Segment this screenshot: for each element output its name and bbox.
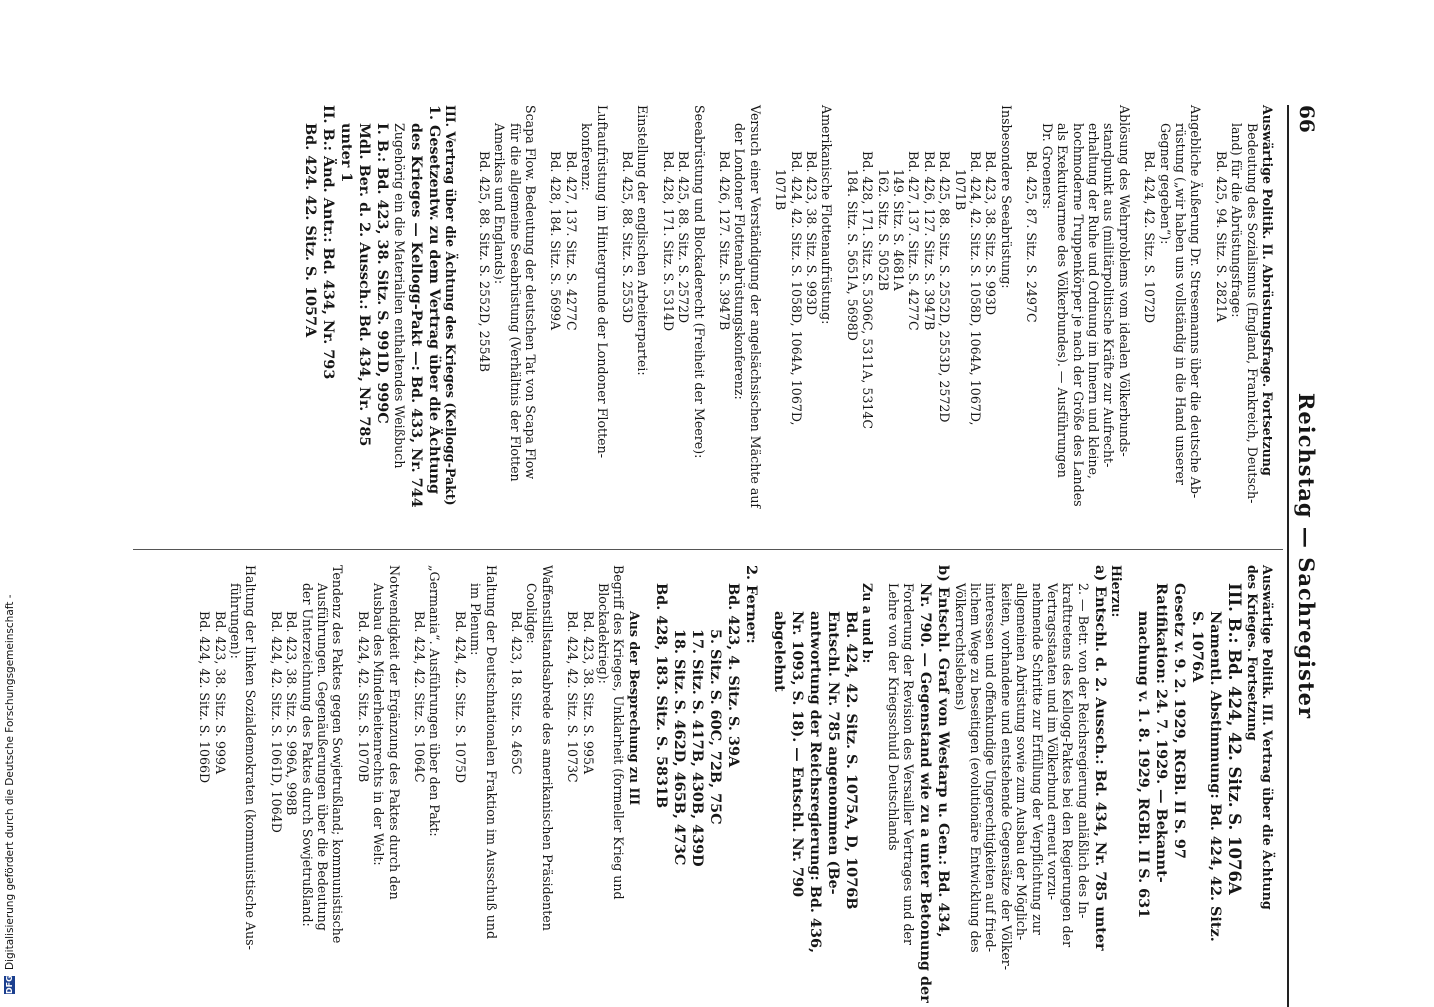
index-line: 184. Sitz. S. 5651A, 5698D (844, 169, 860, 341)
index-line: Bd. 424, 42. Sitz. S. 1066D (197, 611, 213, 784)
index-line: I. B.: Bd. 423, 38. Sitz. S. 991D, 999C (374, 123, 392, 424)
index-line: 5. Sitz. S. 60C, 72B, 75C (706, 629, 724, 825)
page-header (1287, 105, 1323, 1007)
page-number: 66 (1295, 105, 1319, 133)
index-line: im Plenum: (468, 583, 484, 656)
index-line: 2. Ferner: (742, 565, 760, 644)
index-line: für die allgemeine Seeabrüstung (Verhältnis der Flotten (507, 123, 523, 482)
index-line: Gegner gegeben“): (1157, 123, 1173, 245)
index-line: als Exekutivarmee des Völkerbundes). — Ausführungen (1055, 123, 1071, 478)
index-line: Bd. 424, 42. Sitz. S. 1075D (452, 611, 468, 784)
footer-credit: Digitalisierung gefördert durch die Deutsche Forschungsgemeinschaft - (4, 594, 16, 970)
index-line: Bd. 423, 38. Sitz. S. 996A, 998B (284, 611, 300, 816)
index-line: Bd. 424, 42. Sitz. S. 1058D, 1064A, 1067D, (968, 151, 984, 426)
index-line: Ablösung des Wehrproblems vom idealen Völkerbunds- (1116, 105, 1132, 457)
index-line: Zugehörig ein die Materialien enthaltendes Weißbuch (391, 123, 407, 469)
index-line: Amerikanische Flottenaufrüstung: (819, 105, 835, 325)
index-line: Bd. 425, 88. Sitz. S. 2572D (676, 151, 692, 324)
index-line: Angebliche Äußerung Dr. Stresemanns über die deutsche Ab- (1188, 105, 1204, 499)
index-line: Notwendigkeit der Ergänzung des Paktes durch den (386, 565, 402, 900)
index-line: standpunkt aus (militärpolitische Kräfte zur Aufrecht- (1101, 123, 1117, 468)
index-line: Insbesondere Seeabrüstung: (998, 105, 1014, 289)
index-line: S. 1076A (1189, 611, 1207, 683)
index-line: „Germania“. Ausführungen über den Pakt: (427, 565, 443, 837)
index-line: Blockadekrieg): (596, 583, 612, 684)
index-line: Bd. 425, 88. Sitz. S. 2552D, 2554B (476, 151, 492, 372)
index-line: unter 1 (338, 123, 356, 183)
index-line: Ausbau des Minderheitenrechts in der Welt: (371, 583, 387, 866)
index-line: lichem Wege zu beseitigen (evolutionäre Entwicklung des (967, 583, 983, 953)
index-line: Seeabrüstung und Blockaderecht (Freiheit der Meere): (691, 105, 707, 459)
index-line: des Krieges. Fortsetzung (1244, 565, 1260, 741)
column-divider (133, 549, 1283, 550)
index-line: konferenz: (579, 123, 595, 191)
index-line: des Krieges — Kellogg-Pakt —: Bd. 433, Nr. 744 (407, 123, 425, 508)
index-line: Bd. 424, 42. Sitz. S. 1061D, 1064D (268, 611, 284, 833)
index-line: Bd. 427, 137. Sitz. S. 4277C (906, 151, 922, 331)
index-line: Bd. 423, 38. Sitz. S. 995A (580, 611, 596, 775)
index-line: 2. — Betr. von der Reichsregierung anläßlich des In- (1075, 583, 1091, 919)
index-line: land) für die Abrüstungsfrage: (1229, 123, 1245, 318)
index-line: Amerikas und Englands): (492, 123, 508, 285)
index-line: Bd. 425, 87. Sitz. S. 2497C (1024, 151, 1040, 323)
index-line: Lehre von der Kriegsschuld Deutschlands (885, 583, 901, 851)
index-line: Bd. 424, 42. Sitz. S. 1072D (1142, 151, 1158, 324)
index-line: Bd. 426, 127. Sitz. S. 3947B (921, 151, 937, 331)
index-line: Bd. 423, 38. Sitz. S. 993D (804, 151, 820, 316)
index-line: Haltung der linken Sozialdemokraten (kommunistische Aus- (243, 565, 259, 950)
right-column (197, 565, 1275, 1007)
index-line: Bd. 428, 171. Sitz. S. 5306C, 5311A, 5314C (860, 151, 876, 430)
index-line: der Unterzeichnung des Paktes durch Sowjetrußland: (299, 583, 315, 927)
index-line: Zu a und b: (860, 583, 876, 664)
index-line: 1071B (773, 169, 789, 211)
left-column (302, 105, 1276, 535)
index-line: führungen): (227, 583, 243, 659)
index-line: Bd. 423, 18. Sitz. S. 465C (509, 611, 525, 775)
index-line: Bd. 426, 127. Sitz. S. 3947B (717, 151, 732, 331)
index-line: Auswärtige Politik. III. Vertrag über die Ächtung (1260, 565, 1275, 910)
index-line: antwortung der Reichsregierung: Bd. 436, (806, 611, 824, 953)
index-line: Hierzu: (1109, 565, 1125, 618)
index-line: Völkerrechtslebens) (952, 583, 968, 711)
index-line: machung v. 1. 8. 1929, RGBl. II S. 631 (1135, 611, 1153, 919)
index-line: Bedeutung des Sozialismus (England, Frankreich, Deutsch- (1244, 123, 1260, 504)
index-line: Einstellung der englischen Arbeiterpartei: (635, 105, 651, 376)
index-line: Bd. 427, 137. Sitz. S. 4277C (563, 151, 579, 331)
index-line: III. Vertrag über die Ächtung des Krieges (Kellogg-Pakt) (443, 105, 459, 506)
index-line: 1. Gesetzentw. zu dem Vertrag über die Ächtung (425, 105, 443, 495)
index-line: Bd. 424, 42. Sitz. S. 1075A, D, 1076B (842, 611, 860, 910)
index-line: Mdl. Ber. d. 2. Aussch.: Bd. 434, Nr. 785 (356, 123, 374, 447)
index-line: 17. Sitz. S. 417B, 430B, 439D (688, 629, 706, 867)
index-line: Ausführungen. Gegenäußerungen über die Bedeutung (315, 583, 330, 931)
index-line: Dr. Groeners: (1039, 123, 1055, 210)
index-line: Haltung der Deutschnationalen Fraktion im Ausschuß und (483, 565, 499, 940)
index-line: erhaltung der Ruhe und Ordnung im Innern und kleine, (1085, 123, 1101, 480)
index-line: 162. Sitz. S. 5052B (875, 169, 891, 291)
index-line: Bd. 424. 42. Sitz. S. 1057A (302, 123, 320, 338)
scanned-page (128, 105, 1323, 1007)
index-line: Begriff des Krieges, Unklarheit (formeller Krieg und (611, 565, 627, 900)
index-line: Versuch einer Verständigung der angelsächsischen Mächte auf (747, 105, 763, 509)
index-line: Bd. 424, 42. Sitz. S. 1070B (355, 611, 371, 783)
index-line: II. B.: Änd. Antr.: Bd. 434, Nr. 793 (320, 105, 338, 380)
index-line: Bd. 423, 38. Sitz. S. 999A (212, 611, 228, 775)
index-line: b) Entschl. Graf von Westarp u. Gen.: Bd. 434, (935, 565, 953, 938)
index-line: Bd. 424, 42. Sitz. S. 1073C (565, 611, 581, 783)
index-line: Bd. 424, 42. Sitz. S. 1064C (412, 611, 428, 783)
index-line: 149. Sitz. S. 4681A (891, 169, 907, 291)
index-line: III. B.: Bd. 424, 42. Sitz. S. 1076A (1225, 583, 1245, 895)
index-line: Nr. 1093, S. 18). — Entschl. Nr. 790 (788, 611, 806, 898)
index-line: Nr. 790. — Gegenstand wie zu a unter Betonung der (917, 583, 935, 1003)
index-line: Coolidge: (524, 583, 540, 644)
index-line: interessen und offenkundige Ungerechtigkeiten auf fried- (983, 583, 999, 952)
index-line: Bd. 425, 88. Sitz. S. 2552D, 2553D, 2572D (937, 151, 953, 423)
index-line: nehmende Schritte zur Erfüllung der Verpflichtung zur (1029, 583, 1045, 935)
index-line: Tendenz des Paktes gegen Sowjetrußland; kommunistische (330, 565, 346, 944)
scan-footer (0, 0, 20, 1000)
index-line: Bd. 424, 42. Sitz. S. 1058D, 1064A, 1067D, (788, 151, 804, 426)
index-line: Bd. 423, 38. Sitz. S. 993D (983, 151, 999, 316)
index-line: Luftaufrüstung im Hintergrunde der Londoner Flotten- (594, 105, 610, 458)
index-line: Scapa Flow. Bedeutung der deutschen Tat von Scapa Flow (522, 105, 538, 480)
index-line: Bd. 428, 184. Sitz. S. 5699A (548, 151, 564, 331)
index-line: keiten, vorhandene und entstehende Gegensätze der Völker- (998, 583, 1014, 971)
index-line: Ratifikation: 24. 7. 1929. — Bekannt- (1153, 583, 1171, 883)
index-line: Bd. 423, 4. Sitz. S. 39A (724, 583, 742, 768)
index-line: Bd. 428, 171. Sitz. S. 5314D (660, 151, 676, 332)
index-line: Auswärtige Politik. II. Abrüstungsfrage. Fortsetzung (1260, 105, 1275, 476)
index-line: Gesetz v. 9. 2. 1929, RGBl. II S. 97 (1171, 583, 1189, 859)
index-line: a) Entschl. d. 2. Aussch.: Bd. 434, Nr. 785 unter (1091, 565, 1109, 951)
index-line: Bd. 425, 94. Sitz. S. 2821A (1213, 151, 1229, 323)
index-line: hochmoderne Truppenkörper je nach der Größe des Landes (1070, 123, 1086, 507)
running-title: Reichstag — Sachregister (1294, 392, 1319, 720)
index-line: 18. Sitz. S. 462D, 465B, 473C (670, 629, 688, 866)
index-line: Aus der Besprechung zu III (626, 611, 642, 806)
index-line: der Londoner Flottenabrüstungskonferenz: (732, 123, 748, 400)
index-line: allgemeinen Abrüstung sowie zum Ausbau der Möglich- (1014, 583, 1030, 941)
index-line: Entschl. Nr. 785 angenommen (Be- (824, 611, 842, 895)
index-line: Forderung der Revision des Versailler Vertrages und der (901, 583, 917, 946)
index-line: krafttretens des Kellogg-Paktes bei den Regierungen der (1060, 583, 1076, 948)
index-line: rüstung („wir haben uns vollständig in die Hand unserer (1172, 123, 1188, 485)
index-line: Namentl. Abstimmung: Bd. 424, 42. Sitz. (1207, 611, 1225, 942)
index-line: abgelehnt (770, 611, 788, 692)
index-line: Bd. 428, 183. Sitz. S. 5831B (652, 583, 670, 809)
index-line: Bd. 425, 88. Sitz. S. 2553D (619, 151, 635, 324)
index-line: Vertragsstaaten und im Völkerbund erneut vorzu- (1044, 583, 1060, 900)
dfg-logo: DFG (5, 975, 14, 994)
index-line: Waffenstillstandsabrede des amerikanischen Präsidenten (539, 565, 555, 931)
index-line: 1071B (952, 169, 968, 211)
